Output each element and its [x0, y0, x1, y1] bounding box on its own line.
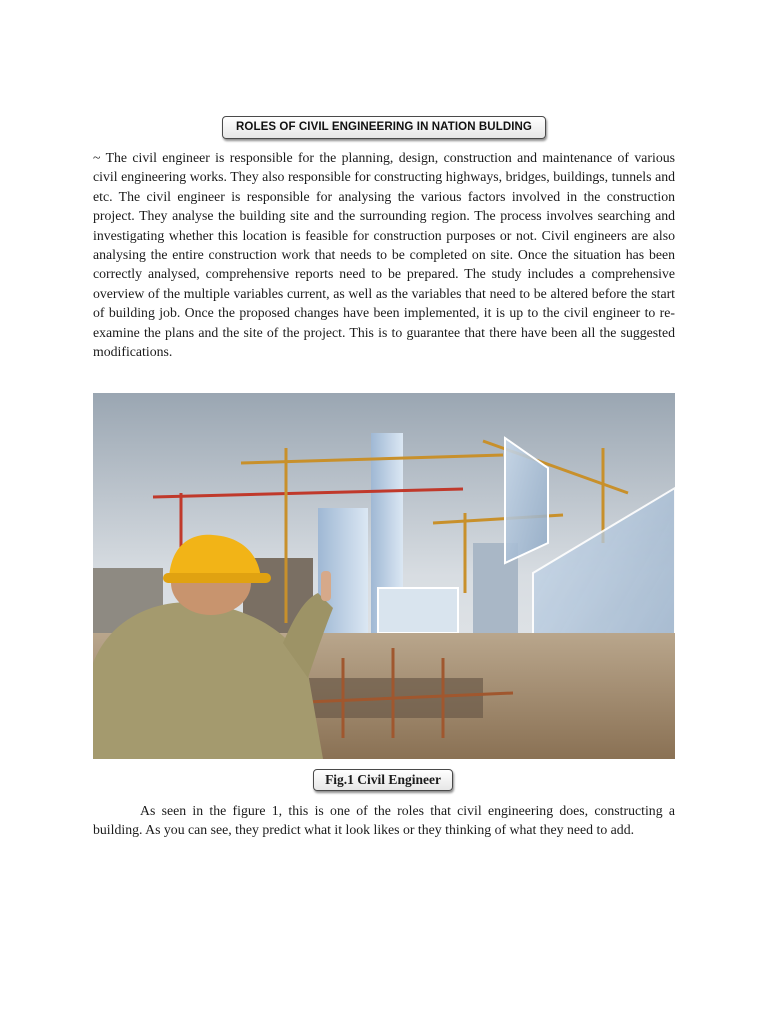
- body-paragraph: ~ The civil engineer is responsible for the planning, design, construction and maintenance of various civil engineering works. They also responsible for constructing highways, bridges, buildings, tunnels and etc. The civil engineer is responsible for analysing the various factors involved in the construction project. They analyse the building site and the surrounding region. The process involves searching and investigating whether this location is feasible for construction purposes or not. Civil engineers are also analysing the entire construction work that needs to be completed on site. Once the situation has been correctly analysed, comprehensive reports need to be prepared. The study includes a comprehensive overview of the multiple variables current, as well as the variables that need to be altered before the start of building job. Once the proposed changes have been implemented, it is up to the civil engineer to re-examine the plans and the site of the project. This is to guarantee that there have been all the suggested modifications.: [93, 150, 675, 360]
- civil-engineer-photo: [93, 393, 675, 759]
- section-title: ROLES OF CIVIL ENGINEERING IN NATION BULDING: [222, 116, 546, 139]
- figure-caption: Fig.1 Civil Engineer: [313, 769, 453, 791]
- body-paragraph-2: As seen in the figure 1, this is one of the roles that civil engineering does, constructing a building. As you can see, they predict what it look likes or they thinking of what they need to add.: [93, 803, 675, 838]
